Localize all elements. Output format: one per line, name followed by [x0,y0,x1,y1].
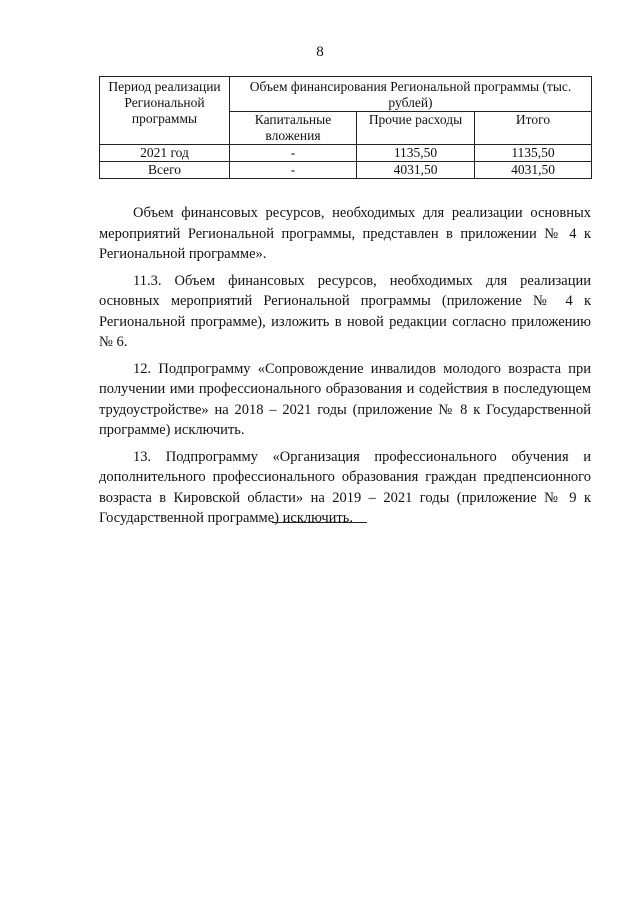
funding-table [99,76,592,179]
table-row [100,145,592,162]
row-capital: - [230,162,357,179]
total-header: Итого [475,112,592,145]
row-other: 1135,50 [357,145,475,162]
table-header-row [100,77,592,112]
row-capital: - [230,145,357,162]
row-other: 4031,50 [357,162,475,179]
row-period: 2021 год [100,145,230,162]
paragraph: 13. Подпрограмму «Организация профессионального обучения и дополнительного профессионального образования граждан предпенсионного возраста в Кировской области» на 2019 – 2021 годы (приложение № 9 к Государственной программе) исключить. [99,448,591,526]
period-header: Период реализации Региональной программы [100,77,230,145]
paragraph: 11.3. Объем финансовых ресурсов, необходимых для реализации основных мероприятий Региональной программы (приложение № 4 к Региональной программе), изложить в новой редакции согласно приложению № 6. [99,272,591,350]
closing-divider [272,522,367,523]
other-header: Прочие расходы [357,112,475,145]
funding-header: Объем финансирования Региональной программы (тыс. рублей) [230,77,592,112]
document-body [99,203,591,535]
capital-header: Капитальные вложения [230,112,357,145]
page-number: 8 [316,44,324,60]
row-period: Всего [100,162,230,179]
row-total: 4031,50 [475,162,592,179]
table-row [100,162,592,179]
row-total: 1135,50 [475,145,592,162]
paragraph: Объем финансовых ресурсов, необходимых для реализации основных мероприятий Региональной программы, представлен в приложении № 4 к Региональной программе». [99,205,591,262]
paragraph: 12. Подпрограмму «Сопровождение инвалидов молодого возраста при получении ими профессионального образования и содействия в последующем трудоустройстве» на 2018 – 2021 годы (приложение № 8 к Государственной программе) исключить. [99,360,591,438]
